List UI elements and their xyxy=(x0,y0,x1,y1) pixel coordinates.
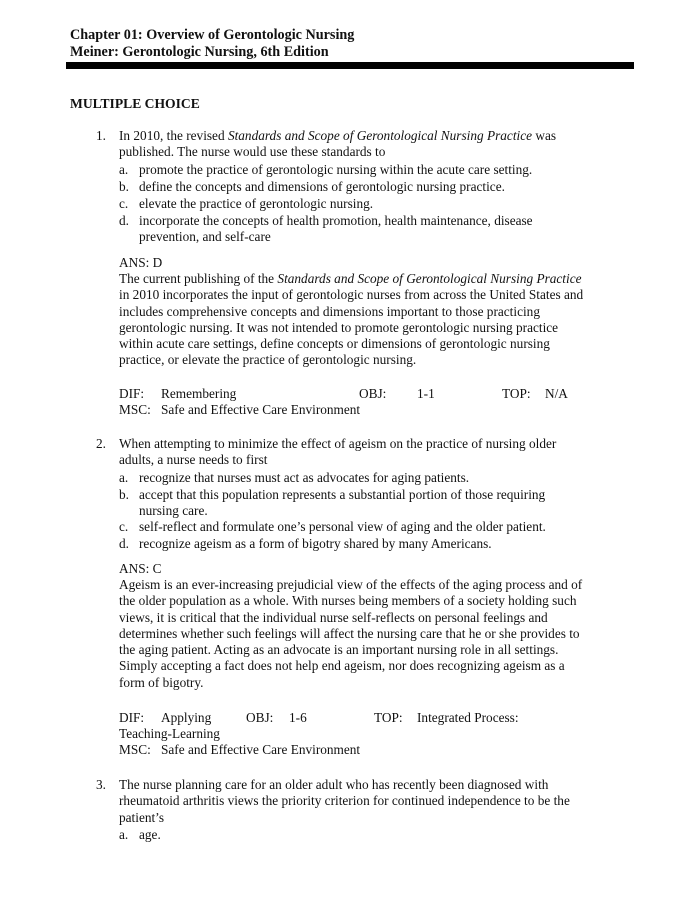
msc-value: Safe and Effective Care Environment xyxy=(161,742,361,757)
question-stem xyxy=(119,128,634,161)
chapter-title: Chapter 01: Overview of Gerontologic Nursing xyxy=(70,27,355,43)
top-value-continued: Teaching-Learning xyxy=(119,726,220,741)
obj-value: 1-6 xyxy=(289,710,307,725)
document-header xyxy=(70,27,354,61)
question-stem: The nurse planning care for an older adult who has recently been diagnosed with rheumatoid arthritis views the priority criterion for continued independence to be the patient’s xyxy=(119,777,570,825)
book-title: Meiner: Gerontologic Nursing, 6th Edition xyxy=(70,44,329,60)
top-label: TOP: xyxy=(502,386,531,401)
stem-line: published. The nurse would use these standards to xyxy=(119,144,386,160)
rationale: The current publishing of the Standards and Scope of Gerontological Nursing Practice in 2010 incorporates the input of gerontologic nurses from across the United States and includes comprehensive concepts and dimensions important to those practicing gerontologic nursing. It was not intended to promote gerontologic nursing practice within acute care settings, define concepts or dimensions of gerontologic nursing practice, or elevate the practice of gerontologic nursing. xyxy=(119,271,584,368)
dif-value: Remembering xyxy=(161,386,237,401)
msc-label: MSC: xyxy=(119,742,151,757)
obj-label: OBJ: xyxy=(246,710,274,725)
stem-line: In 2010, the revised Standards and Scope of Gerontological Nursing Practice was xyxy=(119,128,557,143)
msc-label: MSC: xyxy=(119,402,151,417)
top-value: N/A xyxy=(545,386,568,401)
question-stem: When attempting to minimize the effect of ageism on the practice of nursing older adults, a nurse needs to first xyxy=(119,436,557,468)
msc-value: Safe and Effective Care Environment xyxy=(161,402,361,417)
obj-label: OBJ: xyxy=(359,386,387,401)
header-divider xyxy=(66,62,634,69)
question-number: 3. xyxy=(96,777,106,792)
dif-label: DIF: xyxy=(119,386,145,401)
question-number: 2. xyxy=(96,436,106,451)
rationale: Ageism is an ever-increasing prejudicial view of the effects of the aging process and of the older population as a whole. With nurses being members of a society holding such views, it is critical that the individual nurse self-reflects on personal feelings and determines whether such feelings will affect the nursing care that he or she provides to the aging patient. Acting as an advocate is an important nursing role in all settings. Simply accepting a fact does not help end ageism, nor does recognizing ageism as a form of bigotry. xyxy=(119,577,583,690)
answer-key: ANS: D xyxy=(119,255,163,270)
dif-label: DIF: xyxy=(119,710,145,725)
answer-key: ANS: C xyxy=(119,561,162,576)
top-label: TOP: xyxy=(374,710,403,725)
dif-value: Applying xyxy=(161,710,212,725)
top-value: Integrated Process: xyxy=(417,710,519,725)
section-title: MULTIPLE CHOICE xyxy=(70,96,200,111)
obj-value: 1-1 xyxy=(417,386,435,401)
question-number: 1. xyxy=(96,128,106,143)
